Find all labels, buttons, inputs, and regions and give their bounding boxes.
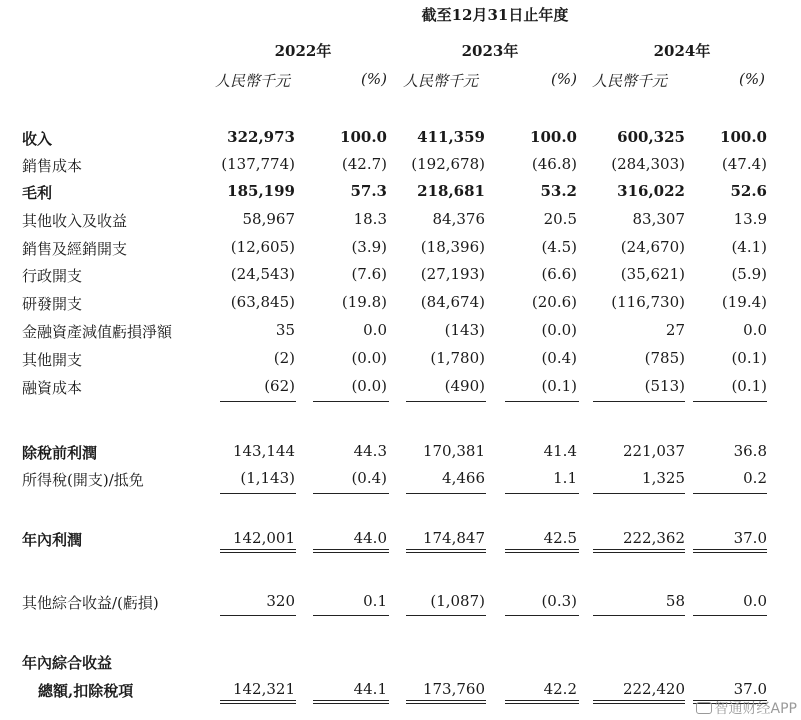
- subtotal-rule: [220, 615, 296, 616]
- row-label: 除稅前利潤: [22, 444, 98, 462]
- cell: 4,466: [442, 469, 485, 487]
- year-2023: 2023年: [461, 42, 519, 60]
- pct-2022: (%): [361, 70, 387, 88]
- watermark: [696, 698, 797, 718]
- row-label: 收入: [22, 130, 53, 148]
- subtotal-rule: [313, 615, 389, 616]
- cell: 0.0: [363, 321, 387, 339]
- total-double-rule: [505, 549, 579, 553]
- cell: (7.6): [351, 265, 387, 283]
- cell: 221,037: [622, 442, 685, 460]
- total-double-rule: [693, 549, 767, 553]
- cell: (47.4): [721, 155, 767, 173]
- cell: (0.3): [541, 592, 577, 610]
- cell: (0.1): [731, 377, 767, 395]
- pct-2023: (%): [551, 70, 577, 88]
- cell: (6.6): [541, 265, 577, 283]
- row-label: 銷售及經銷開支: [22, 240, 128, 258]
- cell: 42.5: [543, 529, 577, 547]
- cell: (1,143): [240, 469, 295, 487]
- total-double-rule: [313, 549, 389, 553]
- cell: 83,307: [632, 210, 685, 228]
- cell: (2): [273, 349, 295, 367]
- subtotal-rule: [313, 401, 389, 402]
- unit-2022: 人民幣千元: [215, 72, 291, 90]
- cell: 411,359: [417, 128, 485, 146]
- cell: 1.1: [553, 469, 577, 487]
- cell: 185,199: [227, 182, 295, 200]
- cell: (0.1): [731, 349, 767, 367]
- total-double-rule: [220, 549, 296, 553]
- cell: 143,144: [232, 442, 295, 460]
- total-double-rule: [220, 700, 296, 704]
- cell: 13.9: [733, 210, 767, 228]
- cell: 218,681: [417, 182, 485, 200]
- cell: 222,420: [622, 680, 685, 698]
- cell: 44.1: [353, 680, 387, 698]
- subtotal-rule: [406, 401, 486, 402]
- cell: 142,321: [232, 680, 295, 698]
- cell: (46.8): [531, 155, 577, 173]
- cell: 100.0: [340, 128, 387, 146]
- cell: 1,325: [642, 469, 685, 487]
- cell: 27: [665, 321, 685, 339]
- cell: (19.8): [341, 293, 387, 311]
- period-header: 截至12月31日止年度: [421, 6, 569, 24]
- cell: (0.0): [351, 349, 387, 367]
- row-label: 其他綜合收益/(虧損): [22, 594, 159, 612]
- row-label: 毛利: [22, 184, 53, 202]
- cell: 57.3: [350, 182, 387, 200]
- cell: 42.2: [543, 680, 577, 698]
- subtotal-rule: [406, 615, 486, 616]
- cell: 44.3: [353, 442, 387, 460]
- row-label: 行政開支: [22, 267, 83, 285]
- cell: (0.0): [541, 321, 577, 339]
- total-double-rule: [313, 700, 389, 704]
- subtotal-rule: [505, 401, 579, 402]
- cell: (5.9): [731, 265, 767, 283]
- cell: (116,730): [611, 293, 685, 311]
- subtotal-rule: [693, 493, 767, 494]
- total-double-rule: [406, 549, 486, 553]
- row-label-line2: 總額,扣除稅項: [38, 682, 134, 700]
- cell: 37.0: [733, 529, 767, 547]
- row-label: 其他開支: [22, 351, 83, 369]
- cell: (63,845): [230, 293, 295, 311]
- cell: (0.1): [541, 377, 577, 395]
- cell: 222,362: [622, 529, 685, 547]
- cell: (0.4): [541, 349, 577, 367]
- subtotal-rule: [313, 493, 389, 494]
- row-label: 融資成本: [22, 379, 83, 397]
- watermark-text: 智通财经APP: [714, 701, 797, 717]
- pct-2024: (%): [739, 70, 765, 88]
- unit-2023: 人民幣千元: [403, 72, 479, 90]
- cell: (42.7): [341, 155, 387, 173]
- cell: (19.4): [721, 293, 767, 311]
- cell: 18.3: [353, 210, 387, 228]
- cell: (1,780): [430, 349, 485, 367]
- cell: (0.0): [351, 377, 387, 395]
- cell: 41.4: [543, 442, 577, 460]
- cell: (1,087): [430, 592, 485, 610]
- cell: 35: [275, 321, 295, 339]
- cell: (84,674): [420, 293, 485, 311]
- cell: (137,774): [221, 155, 295, 173]
- cell: (3.9): [351, 238, 387, 256]
- cell: (513): [644, 377, 685, 395]
- row-label: 金融資產減值虧損淨額: [22, 323, 173, 341]
- cell: (284,303): [611, 155, 685, 173]
- cell: 174,847: [422, 529, 485, 547]
- cell: 142,001: [232, 529, 295, 547]
- subtotal-rule: [593, 493, 685, 494]
- cell: 316,022: [617, 182, 685, 200]
- row-label: 其他收入及收益: [22, 212, 128, 230]
- cell: (4.1): [731, 238, 767, 256]
- cell: 320: [266, 592, 295, 610]
- subtotal-rule: [406, 493, 486, 494]
- cell: 36.8: [733, 442, 767, 460]
- cell: 53.2: [540, 182, 577, 200]
- total-double-rule: [505, 700, 579, 704]
- cell: (18,396): [420, 238, 485, 256]
- cell: (24,543): [230, 265, 295, 283]
- cell: (0.4): [351, 469, 387, 487]
- unit-2024: 人民幣千元: [592, 72, 668, 90]
- cell: 100.0: [530, 128, 577, 146]
- row-label: 年內綜合收益: [22, 654, 113, 672]
- subtotal-rule: [693, 401, 767, 402]
- total-double-rule: [593, 549, 685, 553]
- cell: (62): [264, 377, 295, 395]
- cell: 20.5: [543, 210, 577, 228]
- cell: 0.0: [743, 592, 767, 610]
- cell: 600,325: [617, 128, 685, 146]
- cell: 0.0: [743, 321, 767, 339]
- subtotal-rule: [693, 615, 767, 616]
- camera-icon: [696, 702, 712, 714]
- subtotal-rule: [505, 493, 579, 494]
- year-2024: 2024年: [653, 42, 711, 60]
- cell: 52.6: [730, 182, 767, 200]
- cell: (24,670): [620, 238, 685, 256]
- row-label: 年內利潤: [22, 531, 83, 549]
- subtotal-rule: [220, 401, 296, 402]
- subtotal-rule: [593, 401, 685, 402]
- row-label: 所得稅(開支)/抵免: [22, 471, 144, 489]
- cell: (4.5): [541, 238, 577, 256]
- cell: 322,973: [227, 128, 295, 146]
- subtotal-rule: [593, 615, 685, 616]
- cell: (785): [644, 349, 685, 367]
- row-label: 研發開支: [22, 295, 83, 313]
- cell: (27,193): [420, 265, 485, 283]
- total-double-rule: [593, 700, 685, 704]
- row-label: 銷售成本: [22, 157, 83, 175]
- total-double-rule: [406, 700, 486, 704]
- subtotal-rule: [220, 493, 296, 494]
- year-2022: 2022年: [274, 42, 332, 60]
- cell: (35,621): [620, 265, 685, 283]
- cell: 44.0: [353, 529, 387, 547]
- subtotal-rule: [505, 615, 579, 616]
- cell: 0.1: [363, 592, 387, 610]
- cell: 173,760: [422, 680, 485, 698]
- cell: 58: [665, 592, 685, 610]
- cell: (143): [444, 321, 485, 339]
- cell: (20.6): [531, 293, 577, 311]
- cell: 58,967: [242, 210, 295, 228]
- cell: 37.0: [733, 680, 767, 698]
- cell: (490): [444, 377, 485, 395]
- cell: 170,381: [422, 442, 485, 460]
- cell: 100.0: [720, 128, 767, 146]
- cell: 84,376: [432, 210, 485, 228]
- cell: (12,605): [230, 238, 295, 256]
- cell: 0.2: [743, 469, 767, 487]
- cell: (192,678): [411, 155, 485, 173]
